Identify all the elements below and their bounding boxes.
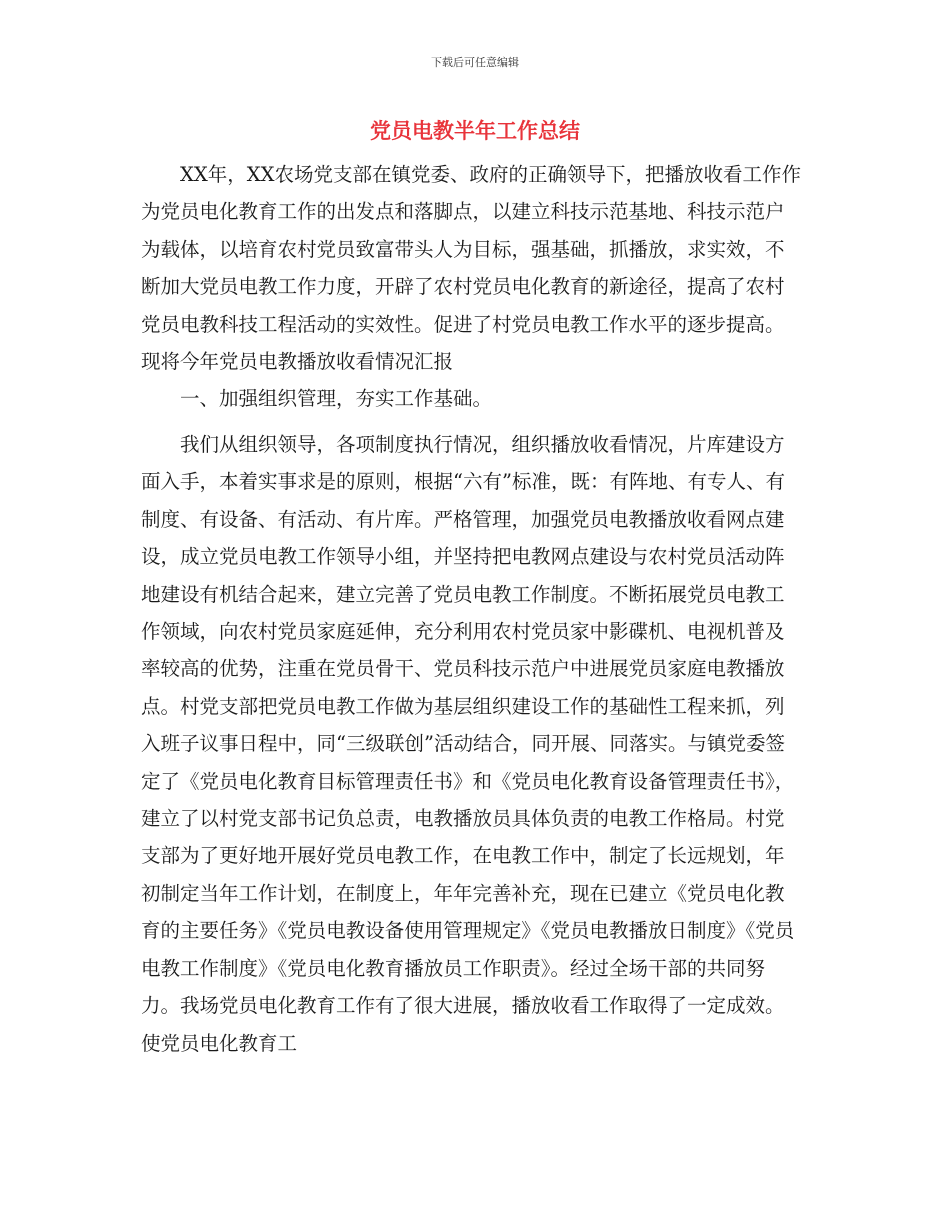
section-heading-1: 一、加强组织管理，夯实工作基础。 (180, 387, 493, 410)
paragraph-intro: XX年，XX农场党支部在镇党委、政府的正确领导下，把播放收看工作作为党员电化教育工作的出发点和落脚点，以建立科技示范基地、科技示范户为载体，以培育农村党员致富带头人为目标，强基础，抓播放，求实效，不断加大党员电教工作力度，开辟了农村党员电化教育的新途径，提高了农村党员电教科技工程活动的实效性。促进了村党员电教工作水平的逐步提高。现将今年党员电教播放收看情况汇报 (141, 163, 802, 374)
paragraph-body: 我们从组织领导，各项制度执行情况，组织播放收看情况，片库建设方面入手，本着实事求是的原则，根据“六有”标准，既：有阵地、有专人、有制度、有设备、有活动、有片库。严格管理，加强党员电教播放收看网点建设，成立党员电教工作领导小组，并坚持把电教网点建设与农村党员活动阵地建设有机结合起来，建立完善了党员电教工作制度。不断拓展党员电教工作领域，向农村党员家庭延伸，充分利用农村党员家中影碟机、电视机普及率较高的优势，注重在党员骨干、党员科技示范户中进展党员家庭电教播放点。村党支部把党员电教工作做为基层组织建设工作的基础性工程来抓，列入班子议事日程中，同“三级联创”活动结合，同开展、同落实。与镇党委签定了《党员电化教育目标管理责任书》和《党员电化教育设备管理责任书》，建立了以村党支部书记负总责，电教播放员具体负责的电教工作格局。村党支部为了更好地开展好党员电教工作，在电教工作中，制定了长远规划，年初制定当年工作计划，在制度上，年年完善补充，现在已建立《党员电化教育的主要任务》《党员电教设备使用管理规定》《党员电教播放日制度》《党员电教工作制度》《党员电化教育播放员工作职责》。经过全场干部的共同努力。我场党员电化教育工作有了很大进展，播放收看工作取得了一定成效。使党员电化教育工 (141, 433, 795, 1055)
page-header-note: 下载后可任意编辑 (431, 56, 519, 69)
document-title: 党员电教半年工作总结 (370, 119, 580, 143)
